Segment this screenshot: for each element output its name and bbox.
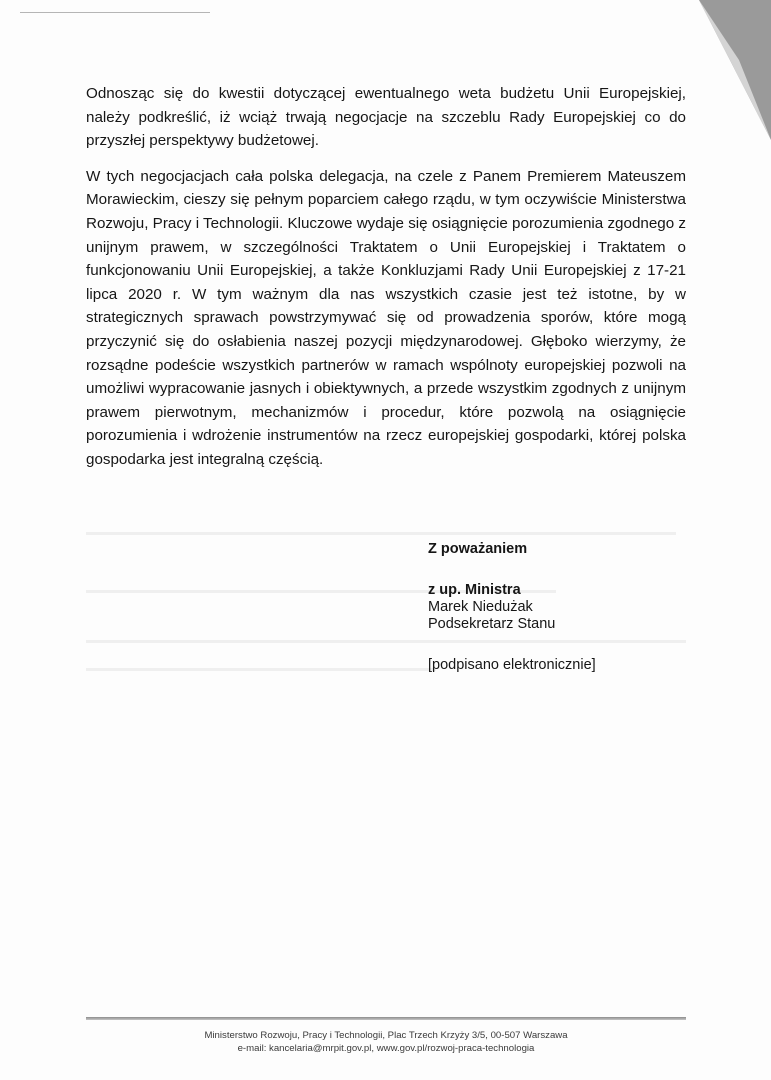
show-through-mark	[86, 532, 676, 535]
show-through-mark	[86, 640, 686, 643]
signatory-name: Marek Niedużak	[428, 599, 533, 615]
footer-address: Ministerstwo Rozwoju, Pracy i Technologii, Plac Trzech Krzyży 3/5, 00-507 Warszawa	[204, 1030, 568, 1041]
closing-salutation: Z poważaniem	[428, 541, 528, 557]
signing-authority: z up. Ministra	[428, 582, 521, 598]
signatory-position: Podsekretarz Stanu	[428, 616, 556, 632]
paragraph-budget-veto: Odnosząc się do kwestii dotyczącej ewentualnego weta budżetu Unii Europejskiej, należy podkreślić, iż wciąż trwają negocjacje na szczeblu Rady Europejskiej co do przyszłej perspektywy budżetowej.	[86, 85, 686, 150]
footer-contact: e-mail: kancelaria@mrpit.gov.pl, www.gov.pl/rozwoj-praca-technologia	[237, 1043, 535, 1054]
scan-edge-line	[20, 12, 210, 13]
letter-body	[86, 82, 686, 484]
signature-block	[428, 541, 596, 674]
electronic-signature-note: [podpisano elektronicznie]	[428, 657, 596, 673]
show-through-mark	[86, 668, 436, 671]
footer-divider	[86, 1017, 686, 1020]
page-corner-fold	[699, 0, 771, 140]
footer	[86, 1029, 686, 1055]
paragraph-negotiations: W tych negocjacjach cała polska delegacja, na czele z Panem Premierem Mateuszem Morawieckim, cieszy się pełnym poparciem całego rządu, w tym oczywiście Ministerstwa Rozwoju, Pracy i Technologii. Kluczowe wydaje się osiągnięcie porozumienia zgodnego z unijnym prawem, w szczególności Traktatem o Unii Europejskiej i Traktatem o funkcjonowaniu Unii Europejskiej, a także Konkluzjami Rady Unii Europejskiej z 17-21 lipca 2020 r. W tym ważnym dla nas wszystkich czasie jest też istotne, by w strategicznych sprawach powstrzymywać się od prowadzenia sporów, które mogą przyczynić się do osłabienia naszej pozycji międzynarodowej. Głęboko wierzymy, że rozsądne podeście wszystkich partnerów w ramach wspólnoty europejskiej pozwoli na umożliwi wypracowanie jasnych i obiektywnych, a przede wszystkim zgodnych z unijnym prawem pierwotnym, mechanizmów i procedur, które pozwolą na osiągnięcie porozumienia i wdrożenie instrumentów na rzecz europejskiej gospodarki, której polska gospodarka jest integralną częścią.	[86, 167, 686, 468]
